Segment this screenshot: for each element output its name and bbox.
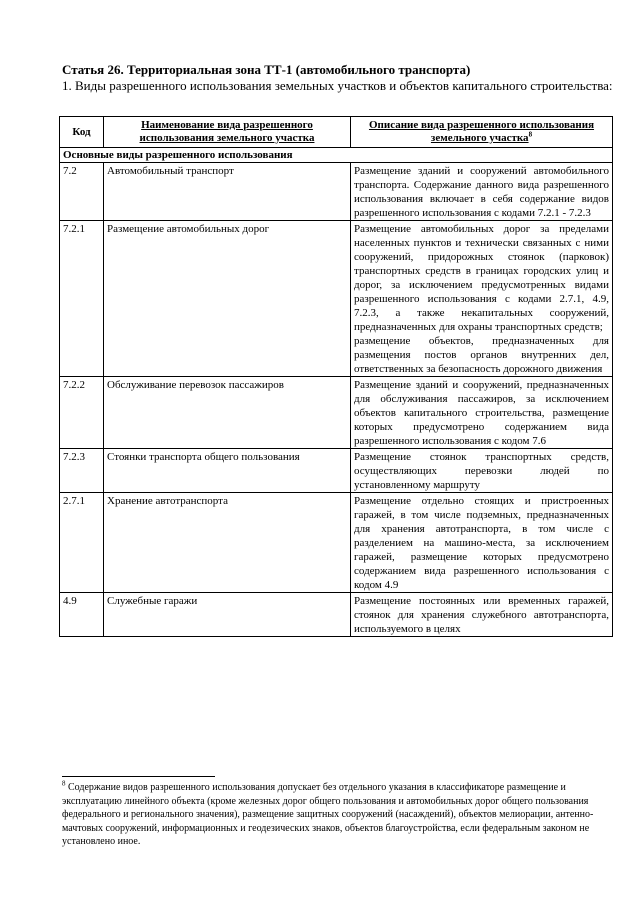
row-name: Хранение автотранспорта [104,493,351,593]
row-name: Обслуживание перевозок пассажиров [104,377,351,449]
description-paragraph: Размещение автомобильных дорог за пределами населенных пунктов и технически связанных с ними сооружений, придорожных стоянок (парковок) транспортных средств в границах городских улиц и дорог, за исключением предусмотренных видами разрешенного использования с кодами 2.7.1, 4.9, 7.2.3, а также некапитальных сооружений, предназначенных для охраны транспортных средств; [354,223,609,333]
article-heading: Статья 26. Территориальная зона ТТ-1 (автомобильного транспорта) [62,62,471,77]
description-paragraph: Размещение отдельно стоящих и пристроенных гаражей, в том числе подземных, предназначенных для хранения автотранспорта, в том числе с разделением на машино-места, за исключением гаражей, размещение которых предусмотрено содержанием вида разрешенного использования с кодом 4.9 [354,495,609,591]
header-desc-text: Описание вида разрешенного использования земельного участка [368,119,595,144]
footnote-divider [62,776,215,777]
table-row [60,377,613,449]
description-paragraph: Размещение стоянок транспортных средств, осуществляющих перевозки людей по установленному маршруту [354,451,609,491]
row-code: 7.2.2 [60,377,104,449]
row-code: 7.2 [60,163,104,221]
header-desc [351,117,613,148]
description-paragraph: Размещение зданий и сооружений автомобильного транспорта. Содержание данного вида разрешенного использования включает в себя содержание видов разрешенного использования с кодами 7.2.1 - 7.2.3 [354,165,609,219]
row-name: Стоянки транспорта общего пользования [104,449,351,493]
table-row [60,221,613,377]
footnote-ref: 8 [528,130,533,139]
row-description [351,377,613,449]
row-description [351,493,613,593]
row-code: 7.2.1 [60,221,104,377]
section-subheading: 1. Виды разрешенного использования земельных участков и объектов капитального строительства: [62,78,613,93]
row-description [351,593,613,637]
row-description [351,163,613,221]
table-row [60,163,613,221]
row-name: Размещение автомобильных дорог [104,221,351,377]
table-row [60,593,613,637]
section-title: Основные виды разрешенного использования [60,148,613,163]
row-name: Автомобильный транспорт [104,163,351,221]
description-paragraph: размещение объектов, предназначенных для размещения постов органов внутренних дел, ответственных за безопасность дорожного движения [354,335,609,375]
table-header-row [60,117,613,148]
row-description [351,449,613,493]
row-description [351,221,613,377]
footnote [62,781,616,849]
section-row [60,148,613,163]
footnote-mark: 8 [62,779,66,788]
permitted-use-table [59,116,613,637]
header-name [104,117,351,148]
table-row [60,449,613,493]
table-row [60,493,613,593]
row-name: Служебные гаражи [104,593,351,637]
description-paragraph: Размещение зданий и сооружений, предназначенных для обслуживания пассажиров, за исключением объектов капитального строительства, размещение которых предусмотрено содержанием вида разрешенного использования с кодом 7.6 [354,379,609,447]
row-code: 7.2.3 [60,449,104,493]
header-code: Код [60,117,104,148]
row-code: 2.7.1 [60,493,104,593]
row-code: 4.9 [60,593,104,637]
footnote-text: Содержание видов разрешенного использования допускает без отдельного указания в классификаторе размещение и эксплуатацию линейного объекта (кроме железных дорог общего пользования и автомобильных дорог общего пользования федерального и регионального значения), размещение защитных сооружений (насаждений), объектов мелиорации, антенно-мачтовых сооружений, информационных и геодезических знаков, объектов благоустройства, если федеральным законом не установлено иное. [62,782,594,847]
header-name-text: Наименование вида разрешенного использования земельного участка [139,119,315,144]
description-paragraph: Размещение постоянных или временных гаражей, стоянок для хранения служебного автотранспорта, используемого в целях [354,595,609,635]
